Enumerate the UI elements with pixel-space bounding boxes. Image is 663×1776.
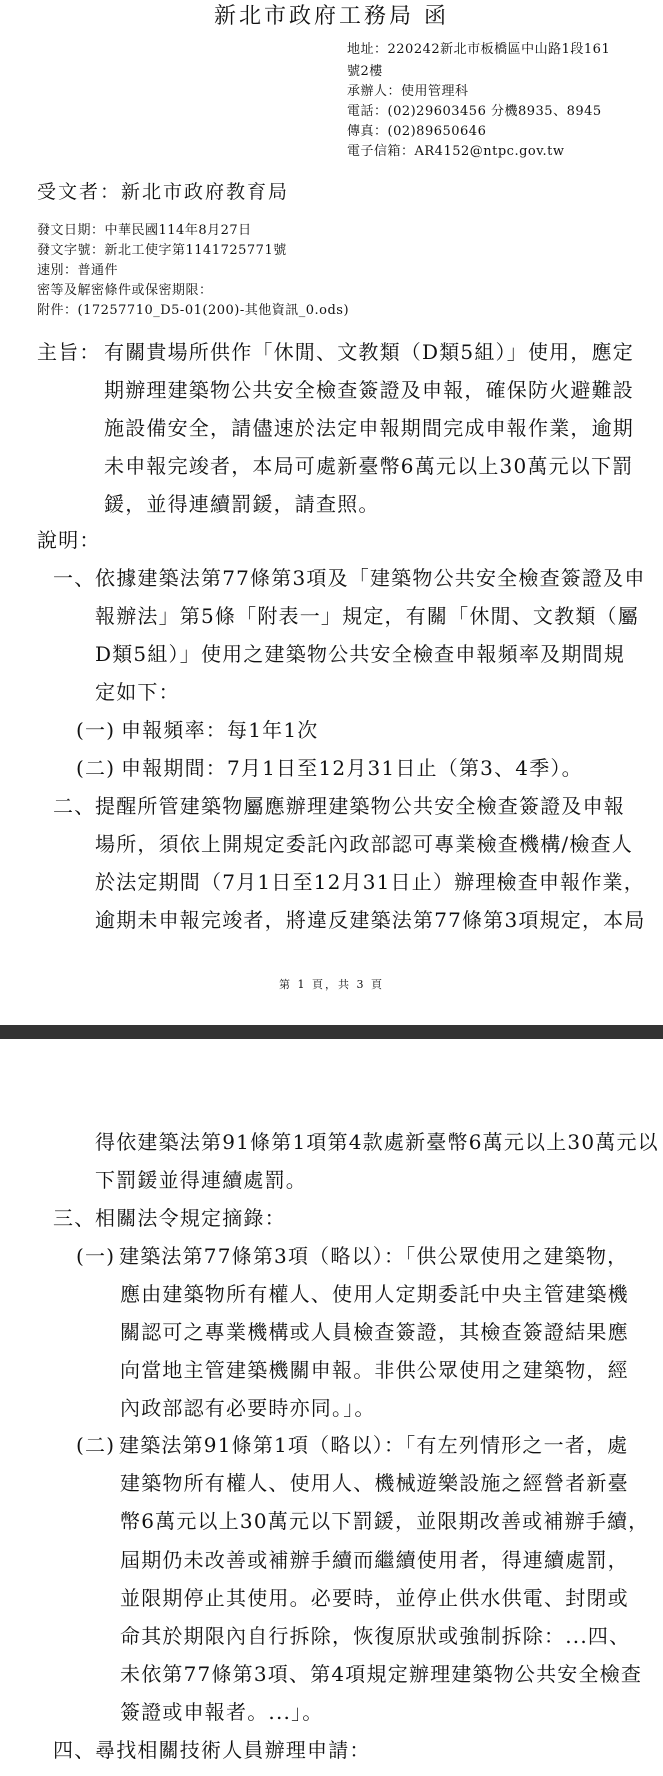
item-line: 相關法令規定摘錄： <box>95 1206 286 1230</box>
subitem-marker: (二) <box>76 756 116 780</box>
subject-line: 施設備安全，請儘速於法定申報期間完成申報作業，逾期 <box>104 416 634 440</box>
subitem-text: 申報頻率：每1年1次 <box>121 718 319 742</box>
recipient: 受文者：新北市政府教育局 <box>37 181 290 203</box>
contact-handler: 承辦人：使用管理科 <box>347 84 469 99</box>
subitem-line: 向當地主管建築機關申報。非供公眾使用之建築物，經 <box>120 1358 629 1382</box>
subject-line: 未申報完竣者，本局可處新臺幣6萬元以上30萬元以下罰 <box>104 454 634 478</box>
item-line: 逾期未申報完竣者，將違反建築法第77條第3項規定，本局 <box>95 908 646 932</box>
subitem-marker: (一) <box>76 1244 116 1268</box>
subitem-line: 屆期仍未改善或補辦手續而繼續使用者，得連續處罰， <box>120 1548 629 1572</box>
subject-line: 有關貴場所供作「休閒、文教類（D類5組）」使用，應定 <box>104 340 634 364</box>
subitem-line: 內政部認有必要時亦同。」。 <box>120 1396 376 1420</box>
subitem-line: 幣6萬元以上30萬元以下罰鍰，並限期改善或補辦手續， <box>120 1509 650 1533</box>
attachment-link[interactable]: 附件：(17257710_D5-01(200)-其他資訊_0.ods) <box>37 303 350 318</box>
confidentiality: 密等及解密條件或保密期限： <box>37 283 213 298</box>
item-line: 於法定期間（7月1日至12月31日止）辦理檢查申報作業， <box>95 870 645 894</box>
subitem-text: 申報期間：7月1日至12月31日止（第3、4季）。 <box>121 756 583 780</box>
subitem-line: 建築法第91條第1項（略以）：「有左列情形之一者，處 <box>119 1433 629 1457</box>
subitem-line: 命其於期限內自行拆除，恢復原狀或強制拆除：...四、 <box>120 1624 631 1648</box>
item-marker: 一、 <box>53 566 96 590</box>
subject-label: 主旨： <box>37 340 101 364</box>
item-line: 得依建築法第91條第1項第4款處新臺幣6萬元以上30萬元以 <box>95 1130 659 1154</box>
page-divider <box>0 1025 663 1039</box>
item-line: 提醒所管建築物屬應辦理建築物公共安全檢查簽證及申報 <box>95 794 625 818</box>
contact-fax: 傳真：(02)89650646 <box>347 124 487 139</box>
page-number: 第 1 頁，共 3 頁 <box>279 978 384 991</box>
item-line: 報辦法」第5條「附表一」規定，有關「休閒、文教類（屬 <box>95 604 639 628</box>
explanation-label: 說明： <box>37 528 101 552</box>
item-line: D類5組）」使用之建築物公共安全檢查申報頻率及期間規 <box>95 642 625 666</box>
subitem-line: 建築物所有權人、使用人、機械遊樂設施之經營者新臺 <box>120 1471 629 1495</box>
item-line: 尋找相關技術人員辦理申請： <box>95 1738 371 1762</box>
item-line: 下罰鍰並得連續處罰。 <box>95 1168 307 1192</box>
urgency: 速別：普通件 <box>37 263 119 278</box>
item-marker: 四、 <box>53 1738 96 1762</box>
subject-line: 鍰，並得連續罰鍰，請查照。 <box>104 492 380 516</box>
subitem-line: 應由建築物所有權人、使用人定期委託中央主管建築機 <box>120 1282 629 1306</box>
issue-date: 發文日期：中華民國114年8月27日 <box>37 223 252 238</box>
subitem-line: 並限期停止其使用。必要時，並停止供水供電、封閉或 <box>120 1586 629 1610</box>
item-line: 定如下： <box>95 680 180 704</box>
contact-address: 地址：220242新北市板橋區中山路1段161 <box>347 42 611 57</box>
contact-address-cont: 號2樓 <box>347 64 383 79</box>
contact-email[interactable]: 電子信箱：AR4152@ntpc.gov.tw <box>347 144 565 159</box>
document-number: 發文字號：新北工使字第1141725771號 <box>37 243 287 258</box>
subject-line: 期辦理建築物公共安全檢查簽證及申報，確保防火避難設 <box>104 378 634 402</box>
contact-phone: 電話：(02)29603456 分機8935、8945 <box>347 104 602 119</box>
document-title: 新北市政府工務局 函 <box>214 4 449 29</box>
item-marker: 二、 <box>53 794 96 818</box>
item-line: 場所，須依上開規定委託內政部認可專業檢查機構/檢查人 <box>95 832 633 856</box>
subitem-line: 未依第77條第3項、第4項規定辦理建築物公共安全檢查 <box>120 1662 643 1686</box>
subitem-marker: (二) <box>76 1433 116 1457</box>
subitem-line: 簽證或申報者。...」。 <box>120 1700 324 1724</box>
item-marker: 三、 <box>53 1206 96 1230</box>
item-line: 依據建築法第77條第3項及「建築物公共安全檢查簽證及申 <box>95 566 646 590</box>
subitem-line: 建築法第77條第3項（略以）：「供公眾使用之建築物， <box>119 1244 629 1268</box>
subitem-line: 關認可之專業機構或人員檢查簽證，其檢查簽證結果應 <box>120 1320 629 1344</box>
subitem-marker: (一) <box>76 718 116 742</box>
